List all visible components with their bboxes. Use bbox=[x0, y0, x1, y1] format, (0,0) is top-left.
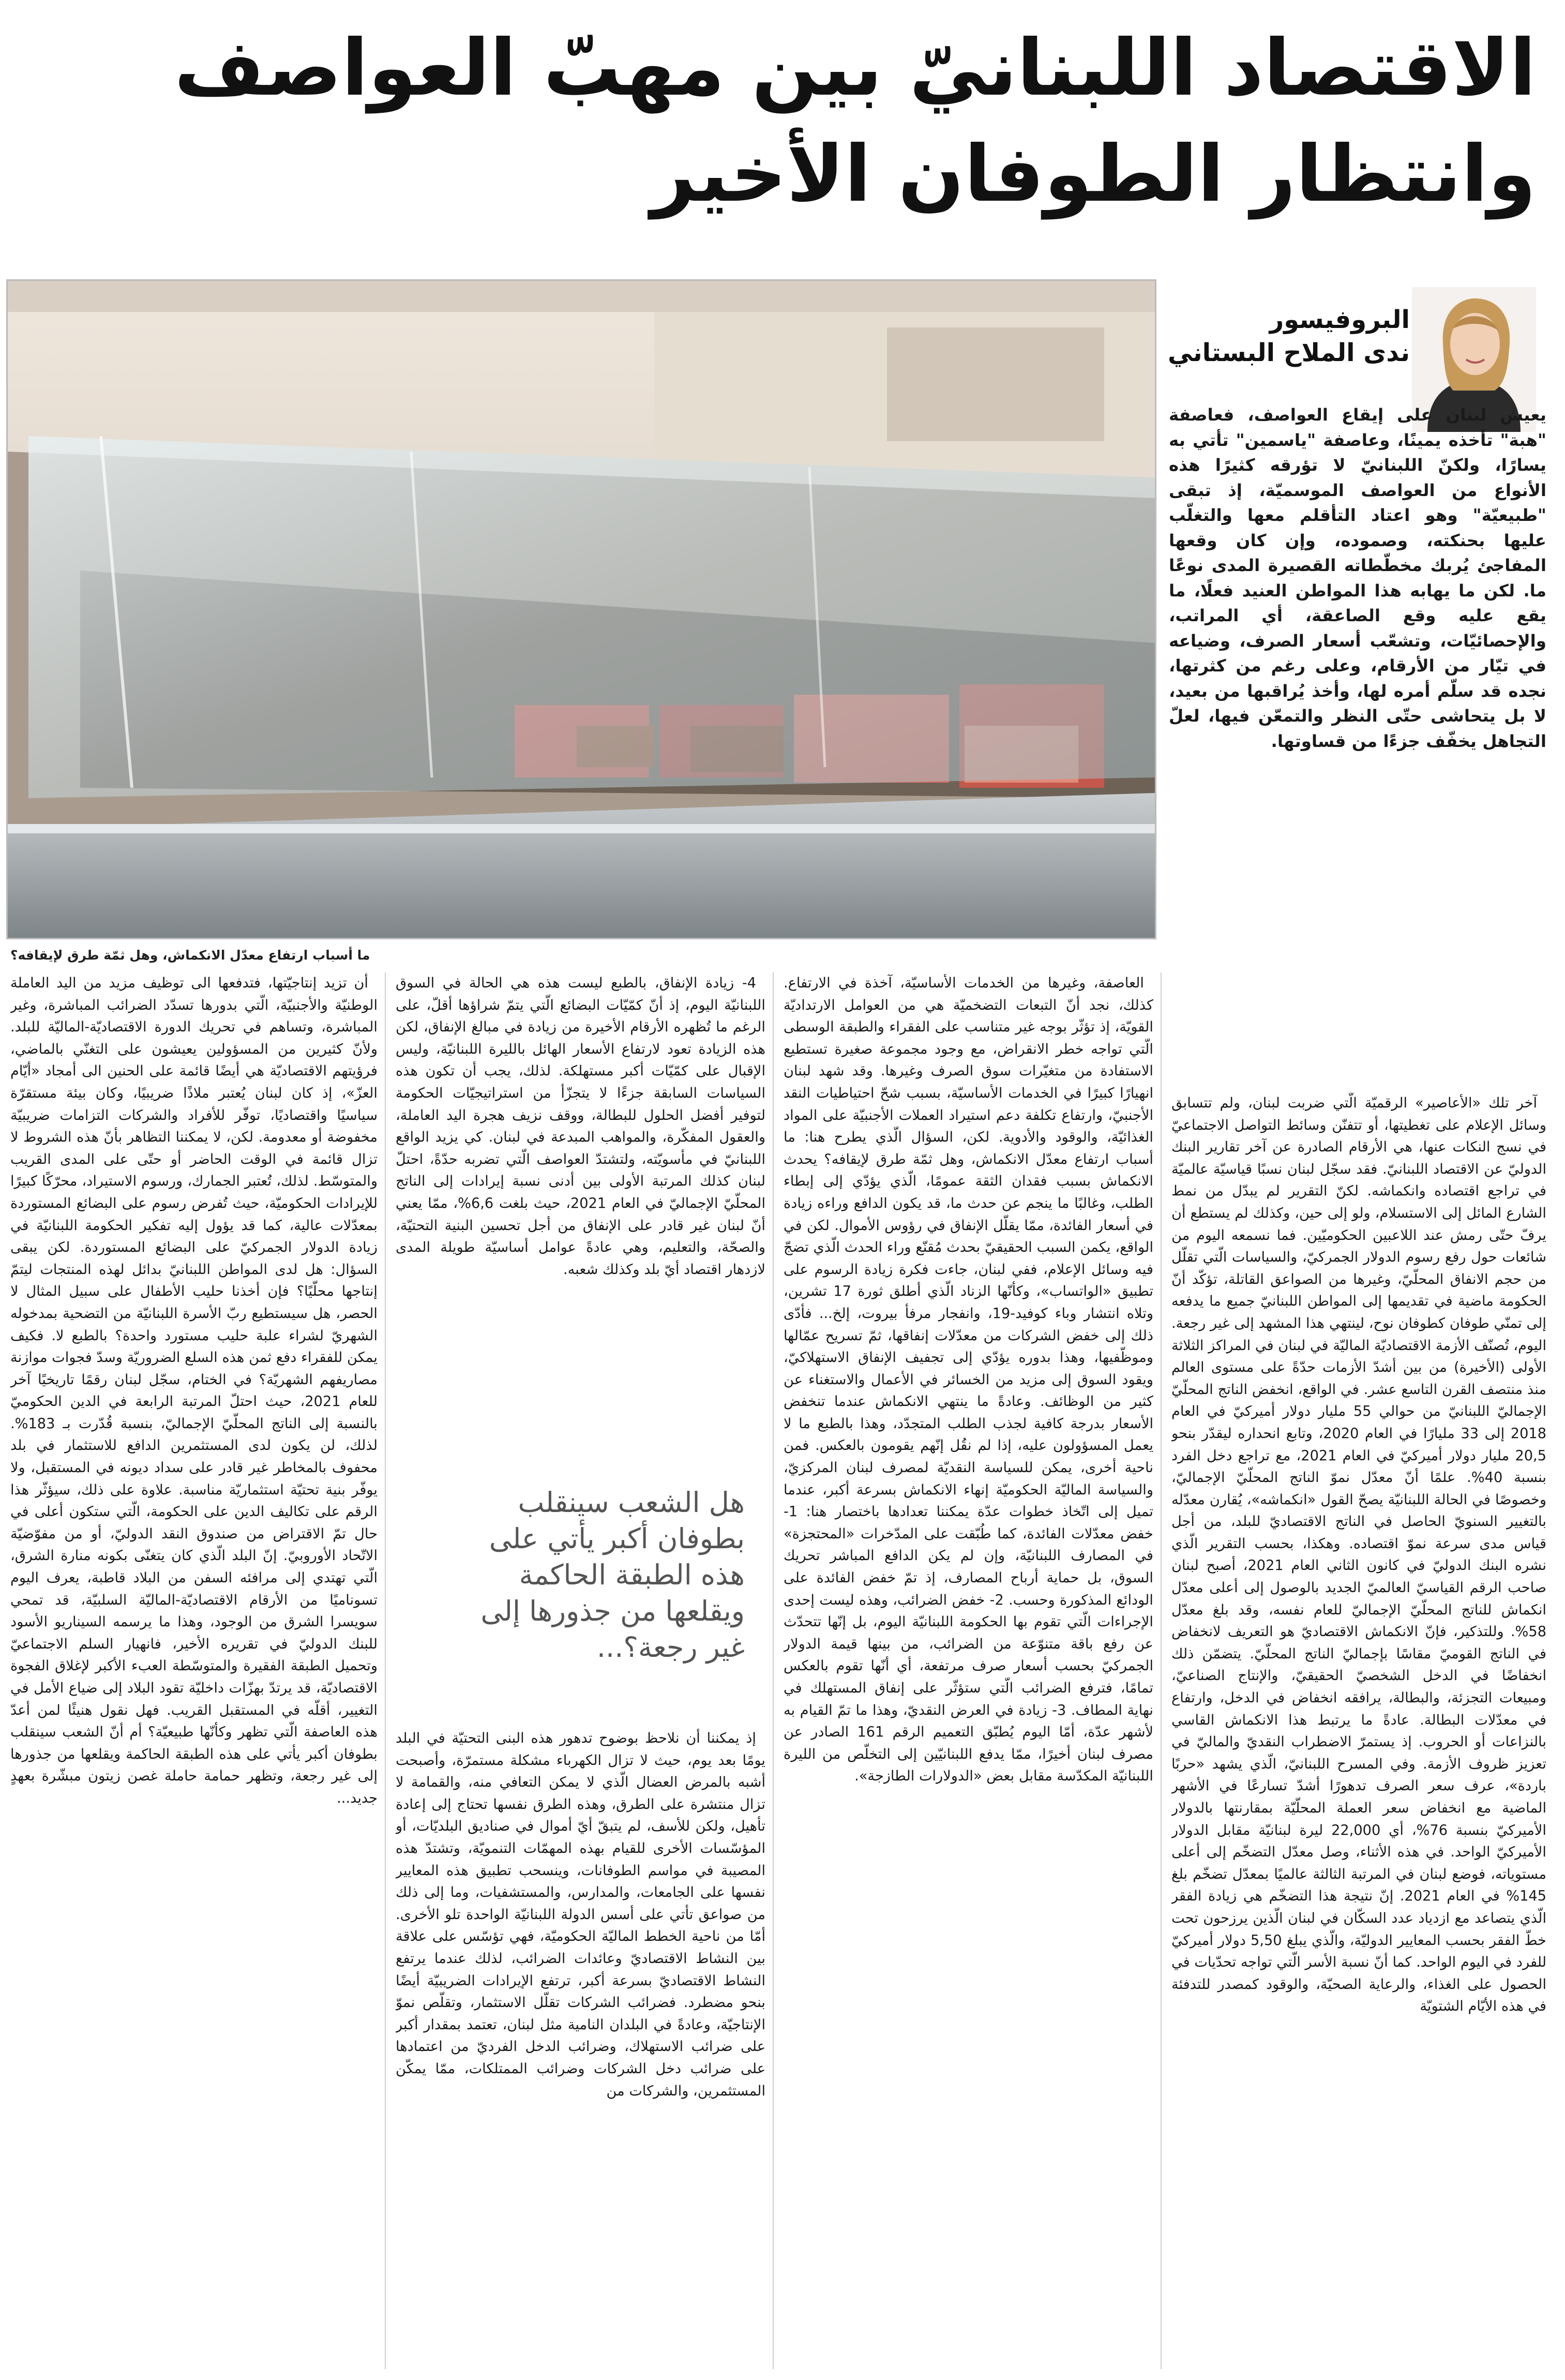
author-role: البروفيسور bbox=[1269, 305, 1410, 334]
column-2-text: العاصفة، وغيرها من الخدمات الأساسيّة، آخذة في الارتفاع. كذلك، نجد أنّ التبعات التضخميّة هي من العوامل الارتداديّة القويّة، إذ تؤثّر بوجه غير متناسب على الفقراء والطبقة الوسطى الّتي تواجه خطر الانقراض، مع وجود مجموعة صغيرة تستطيع الاستفادة من متغيّرات سوق الصرف وغيرها. وقد شهد لبنان انهيارًا كبيرًا في الخدمات الأساسيّة، بسبب شحّ احتياطيات النقد الأجنبيّ، وارتفاع تكلفة دعم استيراد العملات الأجنبيّة على المواد الغذائيّة، والوقود والأدوية. لكن، السؤال الّذي يطرح هنا: ما أسباب ارتفاع معدّل الانكماش، وهل ثمّة طرق لإيقافه؟ يحدث الانكماش بسبب فقدان الثقة عمومًا، الّذي يؤدّي إلى إبطاء الطلب، وغالبًا ما ينجم عن حدث ما، قد يكون الدافع وراءه زيادة في أسعار الفائدة، ممّا يقلّل الإنفاق في رؤوس الأموال. لكن في الواقع، يكمن السبب الحقيقيّ بحدث مُقنّع وراء الحدث الّذي تضجّ فيه وسائل الإعلام، ففي لبنان، جاءت فكرة زيادة الرسوم على تطبيق «الواتساب»، وكأنّها الزناد الّذي أطلق ثورة 17 تشرين، وتلاه انتشار وباء كوفيد-19، وانفجار مرفأ بيروت، إلخ... فأدّى ذلك إلى خفض الشركات من معدّلات إنفاقها، ثمّ تسريح عمّالها وموظّفيها، وهذا بدوره يؤدّي إلى تجفيف الإنفاق الاستهلاكيّ، ويقود السوق إلى مزيد من الخسائر في الأعمال والاستغناء عن كثير من الوظائف. وعادةً ما ينتهي الانكماش عندما تنخفض الأسعار بدرجة كافية لجذب الطلب المتجدّد، وهذا بالطبع ما لا يعمل المسؤولون عليه، إذا لم نقُل إنّهم يقومون بالعكس. فمن ناحية أخرى، يمكن للسياسة النقديّة لمصرف لبنان المركزيّ، والسياسة الماليّة الحكوميّة إنهاء الانكماش بسرعة أكبر، عندما تميل إلى اتّخاذ خطوات عدّة يمكننا تعدادها باختصار هنا: 1- خفض معدّلات الفائدة، كما طُبّقت على المدّخرات «المحتجزة» في المصارف اللبنانيّة، وإن لم يكن الدافع المباشر تحريك السوق، بل حماية أرباح المصارف، إذ تمّ خفض الفائدة على الودائع المذكورة وحسب. 2- خفض الضرائب، وهذه ليست إحدى الإجراءات الّتي تقوم بها الحكومة اللبنانيّة اليوم، بل إنّها تتحدّث عن رفع باقة متنوّعة من الضرائب، من بينها قيمة الدولار الجمركيّ بحسب أسعار صرف مرتفعة، أي أنّها تقوم بالعكس تمامًا، فترفع الضرائب الّتي ستؤثّر على إنفاق المستهلك في نهاية المطاف. 3- زيادة في العرض النقديّ، وهذا ما تمّ القيام به لأشهر عدّة، أمّا اليوم يُطبّق التعميم الرقم 161 الصادر عن مصرف لبنان أخيرًا، ممّا يدفع اللبنانيّين إلى التخلّص من الليرة اللبنانيّة المكدّسة مقابل بعض «الدولارات الطازجة». bbox=[784, 975, 1153, 1785]
column-3b-text: إذ يمكننا أن نلاحظ بوضوح تدهور هذه البنى التحتيّة في البلد يومًا بعد يوم، حيث لا تزال الكهرباء مشكلة مستمرّة، وأصبحت أشبه بالمرض العضال الّذي لا يمكن التعافي منه، والقمامة لا تزال منتشرة على الطرق، وهذه الطرق نفسها تحتاج إلى إعادة تأهيل، ولكن للأسف، لم يتبقّ أيّ أموال في صناديق البلديّات، أو المؤسّسات الأخرى للقيام بهذه المهمّات التنمويّة، وتشتدّ هذه المصيبة في مواسم الطوفانات، وينسحب تطبيق هذه المعايير نفسها على الجامعات، والمدارس، والمستشفيات، وما إلى ذلك من صواعق تأتي على أسس الدولة اللبنانيّة الواحدة تلو الأخرى. أمّا من ناحية الخطط الماليّة الحكوميّة، فهي تؤسّس على علاقة بين النشاط الاقتصاديّ وعائدات الضرائب، لذلك عندما يرتفع النشاط الاقتصاديّ بسرعة أكبر، ترتفع الإيرادات الضريبيّة أيضًا بنحو مضطرد. فضرائب الشركات تقلّل الاستثمار، وتقلّص نموّ الإنتاجيّة، وعادةً في البلدان النامية مثل لبنان، تعتمد بمقدار أكبر على ضرائب الاستهلاك، وضرائب الدخل الفرديّ من اعتمادها على ضرائب دخل الشركات وضرائب الممتلكات، ممّا يمكّن المستثمرين، والشركات من bbox=[396, 1730, 765, 2099]
article-title bbox=[31, 16, 1536, 228]
title-line-2: وانتظار الطوفان الأخير bbox=[651, 129, 1536, 219]
column-3-text: 4- زيادة الإنفاق، بالطبع ليست هذه هي الحالة في السوق اللبنانيّة اليوم، إذ أنّ كمّيّات البضائع الّتي يتمّ شراؤها أقلّ، على الرغم ما تُظهره الأرقام الأخيرة من زيادة في مبالغ الإنفاق، لكن هذه الزيادة تعود لارتفاع الأسعار الهائل بالليرة اللبنانيّة، وليس الإقبال على كمّيّات أكبر مستهلكة. لذلك، يجب أن تكون هذه السياسات السابقة جزءًا لا يتجزّأ من استراتيجيّات الحكومة لتوفير أفضل الحلول للبطالة، ووقف نزيف هجرة اليد العاملة، والعقول المفكّرة، والمواهب المبدعة في لبنان. كي يزيد الواقع اللبنانيّ في مأسويّته، ولتشتدّ العواصف الّتي تضربه حدّةً، احتلّ لبنان كذلك المرتبة الأولى بين أدنى نسبة إيرادات إلى الناتج المحلّيّ الإجماليّ في العام 2021، حيث بلغت 6,6%، ممّا يعني أنّ لبنان غير قادر على الإنفاق من أجل تحسين البنية التحتيّة، والصحّة، والتعليم، وهي عادةً عوامل أساسيّة طويلة المدى لازدهار اقتصاد أيّ بلد وكذلك شعبه. bbox=[396, 975, 765, 1278]
title-line-1: الاقتصاد اللبنانيّ بين مهبّ العواصف bbox=[174, 23, 1536, 113]
author-name: ندى الملاح البستاني bbox=[1168, 338, 1410, 367]
article-column-3 bbox=[396, 972, 765, 1469]
column-1-text: آخر تلك «الأعاصير» الرقميّة الّتي ضربت لبنان، ولم تتسابق وسائل الإعلام على تغطيتها، أو تتفنّن وسائط التواصل الاجتماعيّ في نسج النكات عنها، هي الأرقام الصادرة عن آخر تقارير البنك الدوليّ عن الاقتصاد اللبنانيّ. فقد سجّل لبنان نسبًا قياسيّة عالميّة في تراجع اقتصاده وانكماشه. لكنّ التقرير لم يبدّل من نمط الشارع المائل إلى الاستسلام، ولو إلى حين، وكذلك لم يستطع أن يرفّ حتّى رمش عند اللاعبين الحكوميّين. فما نسمعه اليوم من شائعات حول رفع رسوم الدولار الجمركيّ، والسياسات الّتي تقلّل من حجم الانفاق المحلّيّ، وغيرها من الصواعق القاتلة، تؤكّد أنّ الحكومة ماضية في تقديمها إلى المواطن اللبنانيّ جميع ما يدفعه إلى تمنّي طوفان كطوفان نوح، لينتهي هذا المشهد إلى غير رجعة. اليوم، تُصنّف الأزمة الاقتصاديّة الماليّة في لبنان في المراكز الثلاثة الأولى (الأخيرة) من بين أشدّ الأزمات حدّةً على مستوى العالم منذ منتصف القرن التاسع عشر. في الواقع، انخفض الناتج المحلّيّ الإجماليّ اللبنانيّ من حوالي 55 مليار دولار أميركيّ في العام 2018 إلى 33 مليارًا في العام 2020، وتابع انحداره ليقدّر بنحو 20,5 مليار دولار أميركيّ في العام 2021، مع تراجع دخل الفرد بنسبة 40%. علمًا أنّ معدّل نموّ الناتج المحلّيّ الإجماليّ، وخصوصًا في الحالة اللبنانيّة يصحّ القول «انكماشه»، يُقارن معدّله بالتغيير السنويّ الحاصل في الناتج الاقتصاديّ للبلد، من أجل قياس مدى سرعة نموّ اقتصاده. وهكذا، بحسب التقرير الّذي نشره البنك الدوليّ في كانون الثاني العام 2021، أصبح لبنان صاحب الرقم القياسيّ العالميّ الجديد بالوصول إلى أعلى معدّل انكماش للناتج المحلّيّ الإجماليّ للعام نفسه، وقد بلغ معدّل 58%. وللتذكير، فإنّ الانكماش الاقتصاديّ هو التعريف لانخفاض في الناتج القوميّ مقاسًا بإجماليّ الناتج المحلّيّ. يتضمّن ذلك انخفاضًا في الدخل الشخصيّ الحقيقيّ، والإنتاج الصناعيّ، ومبيعات التجزئة، والبطالة، يرافقه انخفاض في الدخل، وارتفاع في معدّلات البطالة. عادةً ما يرتبط هذا الانكماش القاسي بالنزاعات أو الحروب. إذ يستمرّ الاضطراب النقديّ والماليّ في تعزيز ظروف الأزمة. وفي المسرح اللبنانيّ، الّذي يشهد «حربًا باردة»، عرف سعر الصرف تدهورًا أشدّ تسارعًا في الأشهر الماضية مع انخفاض سعر العملة المحلّيّة بمقارنتها بالدولار الأميركيّ بنسبة 76%، أي 22,000 ليرة لبنانيّة مقابل الدولار الأميركيّ الواحد. في هذه الأثناء، وصل معدّل التضخّم إلى أعلى مستوياته، فوضع لبنان في المرتبة الثالثة عالميًا بمعدّل تضخّم بلغ 145% في العام 2021. إنّ نتيجة هذا التضخّم هي زيادة الفقر الّذي يتصاعد مع ازدياد عدد السكّان في لبنان الّذين يرزحون تحت خطّ الفقر بحسب المعايير الدوليّة، والّذي يبلغ 5,50 دولار أميركيّ للفرد في اليوم الواحد. كما أنّ نسبة الأسر الّتي تواجه تحدّيات في الحصول على الغذاء، والرعاية الصحيّة، والوقود كمصدر للتدفئة في هذه الأيّام الشتويّة bbox=[1171, 1095, 1546, 2015]
article-photo bbox=[6, 279, 1156, 939]
column-divider bbox=[385, 972, 386, 2369]
article-lead: يعيش لبنان على إيقاع العواصف، فعاصفة "هبة" تأخذه يمينًا، وعاصفة "ياسمين" تأتي به يسارًا، ولكنّ اللبنانيّ لا تؤرقه كثيرًا هذه الأنواع من العواصف الموسميّة، إذ تبقى "طبيعيّة" وهو اعتاد التأقلم معها والتغلّب عليها بحنكته، وصموده، وإن كان وقعها المفاجئ يُربك مخطّطاته القصيرة المدى نوعًا ما. لكن ما يهابه هذا المواطن العنيد فعلًا، ما يقع عليه وقع الصاعقة، أي المراتب، والإحصائيّات، وتشعّب أسعار الصرف، وضياعه في تيّار من الأرقام، وعلى رغم من كثرتها، نجده قد سلّم أمره لها، وأخذ يُراقبها من بعيد، لا بل يتحاشى حتّى النظر والتمعّن فيها، لعلّ التجاهل يخفّف جزءًا من قساوتها. bbox=[1169, 405, 1546, 751]
article-column-3b bbox=[396, 1728, 765, 2369]
meat-counter-illustration bbox=[8, 281, 1155, 938]
article-column-2 bbox=[784, 972, 1153, 2369]
column-divider bbox=[1161, 972, 1162, 2369]
article-column-4 bbox=[10, 972, 378, 2369]
column-4-text: أن تزيد إنتاجيّتها، فتدفعها الى توظيف مزيد من اليد العاملة الوطنيّة والأجنبيّة، الّتي بدورها تسدّد الضرائب المباشرة، وغير المباشرة، وتساهم في تحريك الدورة الاقتصاديّة-الماليّة للبلد. ولأنّ كثيرين من المسؤولين يعيشون على التغنّي بالماضي، فرؤيتهم الاقتصاديّة هي أيضًا قائمة على الحنين الى أمجاد «أيّام العزّ»، إذ كان لبنان يُعتبر ملاذًا ضريبيًا، وكان بيئة مستقرّة سياسيًا واقتصاديًا، توفّر للأفراد والشركات التزامات ضريبيّة مخفوضة أو معدومة. لكن، لا يمكننا التظاهر بأنّ هذه الشروط لا تزال قائمة في الوقت الحاضر أو حتّى على المدى القريب والمتوسّط. لذلك، تُعتبر الجمارك، ورسوم الاستيراد، محرّكًا كبيرًا للإيرادات الحكوميّة، حيث تُفرض رسوم على البضائع المستوردة بمعدّلات عالية، كما قد يؤول إليه تفكير الحكومة اللبنانيّة في زيادة الدولار الجمركيّ على البضائع المستوردة. لكن يبقى السؤال: هل لدى المواطن اللبنانيّ بدائل لهذه المنتجات ليتمّ إنتاجها محلّيًا؟ فإن أخذنا حليب الأطفال على سبيل المثال لا الحصر، هل سيستطيع ربّ الأسرة اللبنانيّة من التضحية بمدخوله الشهريّ لشراء علبة حليب مستورد واحدة؟ بالطبع لا. فكيف يمكن للفقراء دفع ثمن هذه السلع الضروريّة وسدّ فجوات موازنة مصاريفهم الشهريّة؟ في الختام، سجّل لبنان رقمًا تاريخيًا آخر للعام 2021، حيث احتلّ المرتبة الرابعة في الدين الحكوميّ بالنسبة إلى الناتج المحلّيّ الإجماليّ، بنسبة قُدّرت بـ 183%. لذلك، لن يكون لدى المستثمرين الدافع للاستثمار في بلد محفوف بالمخاطر غير قادر على سداد ديونه في المستقبل، ولا يوفّر بنية تحتيّة استثماريّة مناسبة. علاوة على ذلك، سيؤثّر هذا الرقم على تكاليف الدين على الحكومة، الّتي ستكون أعلى في حال تمّ الاقتراض من صندوق النقد الدوليّ، أو من مفوّضيّة الاتّحاد الأوروبيّ. إنّ البلد الّذي كان يتغنّى بكونه منارة الشرق، الّتي تهتدي إلى مرافئه السفن من البلاد قاطبة، يعرف اليوم تسوناميًا من الأرقام الاقتصاديّة-الماليّة السلبيّة، قد تمحي سويسرا الشرق من الوجود، وهذا ما يرسمه السيناريو الأسود للبنك الدوليّ في تقريره الأخير، فانهيار السلم الاجتماعيّ وتحميل الطبقة الفقيرة والمتوسّطة العبء الأكبر لإغلاق الفجوة الاقتصاديّة، قد يرتدّ بهزّات داخليّة تقود البلاد إلى ضياع الأمل في التغيير، أقلّه في المستقبل القريب. فهل نقول هنيئًا لمن أعدّ هذه العاصفة الّتي تظهر وكأنّها طبيعيّة؟ أم أنّ الشعب سينقلب بطوفان أكبر يأتي على هذه الطبقة الحاكمة ويقلعها من جذورها إلى غير رجعة، وتظهر حمامة حاملة غصن زيتون مبشّرة بعهدٍ جديد... bbox=[10, 975, 378, 1806]
pull-quote: هل الشعب سينقلب بطوفان أكبر يأتي على هذه الطبقة الحاكمة ويقلعها من جذورها إلى غير رجعة؟... bbox=[480, 1486, 745, 1664]
photo-caption: ما أسباب ارتفاع معدّل الانكماش، وهل ثمّة طرق لإيقافه؟ bbox=[10, 948, 370, 963]
article-column-1 bbox=[1171, 1092, 1546, 2370]
column-divider bbox=[773, 972, 774, 2369]
